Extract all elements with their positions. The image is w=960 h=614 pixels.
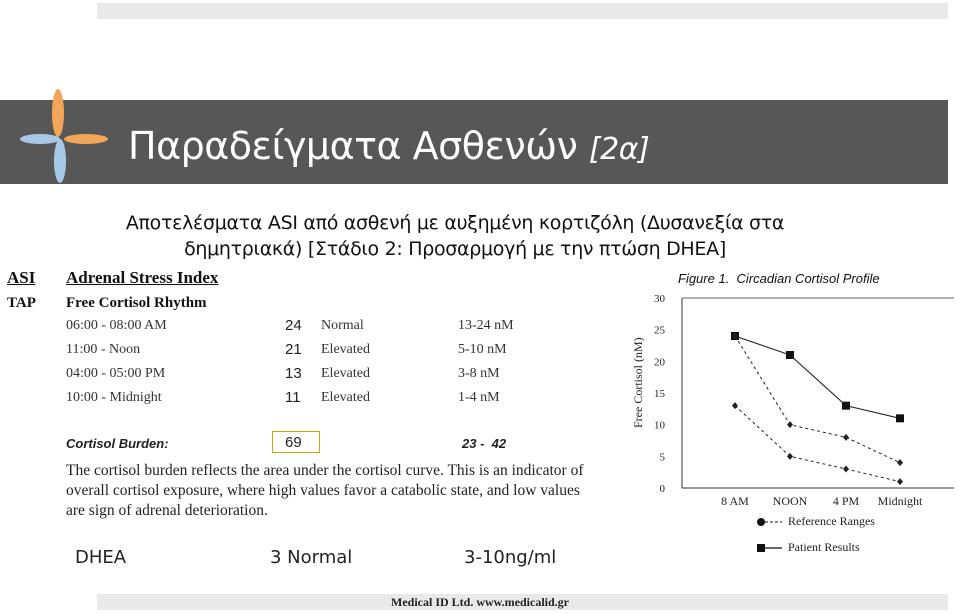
row-range: 13-24 nM xyxy=(458,318,514,333)
subtitle-line: δημητριακά) [Στάδιο 2: Προσαρμογή με την πτώση DHEA] xyxy=(184,238,726,260)
chart-y-tick-label: 30 xyxy=(654,293,665,305)
chart-patient-line xyxy=(735,336,900,418)
cortisol-burden-range: 23 - 42 xyxy=(462,436,507,451)
chart-reference-point xyxy=(897,459,903,466)
chart-reference-line xyxy=(735,336,900,463)
chart-x-tick-label: NOON xyxy=(772,494,808,508)
row-time: 10:00 - Midnight xyxy=(66,390,162,405)
chart-y-tick-label: 5 xyxy=(659,451,665,464)
chart-y-tick-label: 15 xyxy=(654,388,665,400)
page-title: Παραδείγματα Ασθενών [2α] xyxy=(128,124,650,168)
dhea-label: DHEA xyxy=(75,547,127,568)
row-range: 3-8 nM xyxy=(458,366,500,381)
subtitle-line: Αποτελέσματα ASI από ασθενή με αυξημένη κορτιζόλη (Δυσανεξία στα xyxy=(125,212,785,234)
row-time: 11:00 - Noon xyxy=(66,342,141,357)
chart-reference-line xyxy=(735,406,900,482)
row-time: 04:00 - 05:00 PM xyxy=(66,366,166,381)
chart-x-tick-label: 8 AM xyxy=(721,494,749,508)
footer-text: Medical ID Ltd. www.medicalid.gr xyxy=(391,595,569,609)
chart-y-tick-label: 20 xyxy=(654,356,665,369)
row-status: Elevated xyxy=(321,342,370,357)
top-decor-bar xyxy=(97,3,948,19)
dhea-result: 3 Normal xyxy=(270,547,353,568)
chart-y-tick-label: 25 xyxy=(654,324,665,337)
asi-title: Adrenal Stress Index xyxy=(66,268,219,287)
asi-code: ASI xyxy=(7,268,36,287)
chart-reference-point xyxy=(843,434,849,441)
title-suffix: [2α] xyxy=(588,132,650,167)
chart-patient-point xyxy=(842,402,850,410)
cortisol-description: The cortisol burden reflects the area under the cortisol curve. This is an indicator of overall cortisol exposure, where high values favor a catabolic state, and low values are sign of adrenal deterioration. xyxy=(66,462,584,519)
chart-reference-point xyxy=(732,402,738,409)
chart-x-tick-label: Midnight xyxy=(877,494,923,508)
legend-patient-marker xyxy=(757,544,765,552)
tap-title: Free Cortisol Rhythm xyxy=(66,295,207,311)
cross-logo-icon xyxy=(20,86,110,184)
row-value: 24 xyxy=(285,317,302,334)
cortisol-burden-value: 69 xyxy=(285,434,302,451)
row-status: Elevated xyxy=(321,390,370,405)
chart-reference-point xyxy=(897,478,903,485)
legend-reference-marker xyxy=(757,518,765,526)
row-status: Elevated xyxy=(321,366,370,381)
chart-y-tick-label: 0 xyxy=(659,483,665,495)
row-range: 5-10 nM xyxy=(458,342,507,357)
cortisol-profile-chart xyxy=(600,262,960,562)
dhea-range: 3-10ng/ml xyxy=(464,547,557,568)
chart-reference-point xyxy=(843,466,849,473)
row-value: 11 xyxy=(285,389,301,406)
tap-code: TAP xyxy=(7,295,36,311)
row-value: 13 xyxy=(285,365,302,382)
chart-x-tick-label: 4 PM xyxy=(832,494,860,508)
chart-reference-point xyxy=(787,453,793,460)
row-time: 06:00 - 08:00 AM xyxy=(66,318,167,333)
chart-patient-point xyxy=(896,414,904,422)
chart-y-tick-label: 10 xyxy=(654,419,665,432)
chart-y-axis-label: Free Cortisol (nM) xyxy=(631,337,645,428)
legend-patient-label: Patient Results xyxy=(788,540,860,554)
row-value: 21 xyxy=(285,341,302,358)
row-range: 1-4 nM xyxy=(458,390,500,405)
row-status: Normal xyxy=(321,318,364,333)
legend-reference-label: Reference Ranges xyxy=(788,514,875,528)
chart-patient-point xyxy=(786,351,794,359)
cortisol-burden-label: Cortisol Burden: xyxy=(66,436,169,451)
chart-reference-point xyxy=(787,421,793,428)
slide-subtitle xyxy=(110,210,800,262)
chart-title: Figure 1. Circadian Cortisol Profile xyxy=(678,271,880,286)
